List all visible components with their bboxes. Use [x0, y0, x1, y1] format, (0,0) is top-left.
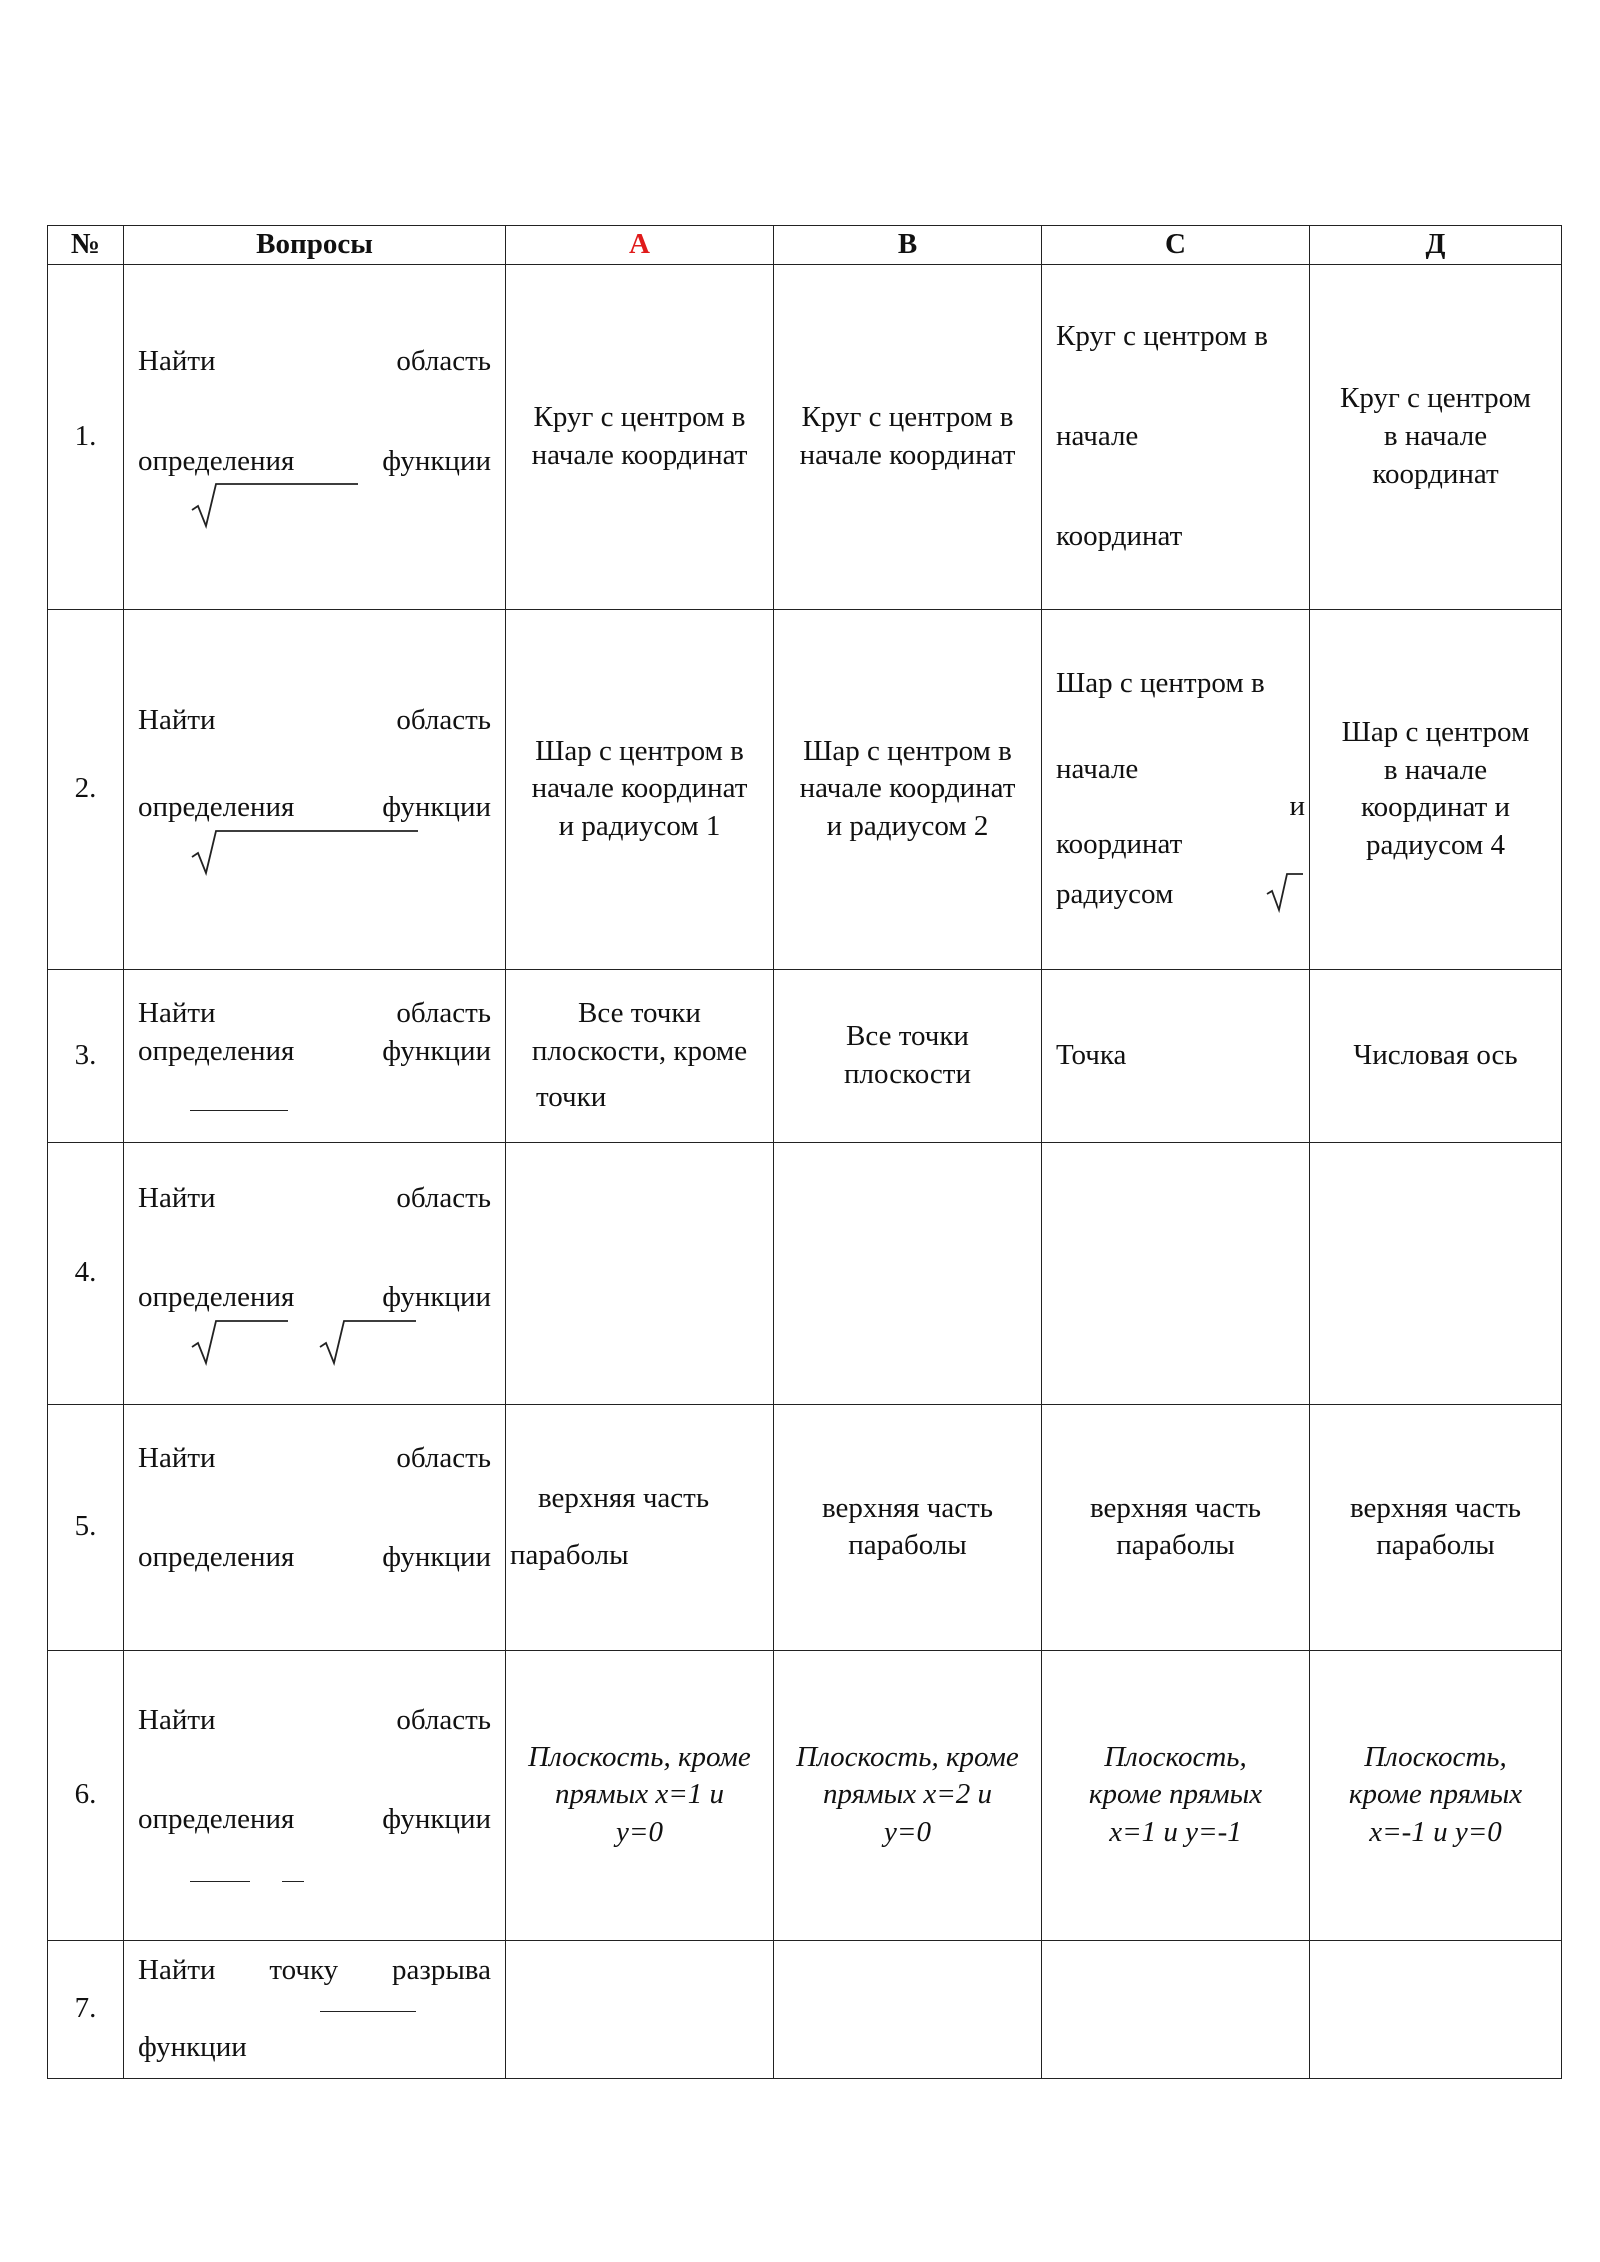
- answer-d: [1310, 1650, 1562, 1940]
- q-word: Найти: [138, 703, 216, 736]
- answer-line: параболы: [848, 1529, 967, 1562]
- answer-d: [1310, 1404, 1562, 1650]
- question-cell: [124, 969, 506, 1142]
- answer-a: [506, 264, 774, 609]
- answer-line: Круг с центром в: [533, 401, 746, 433]
- answer-line: x=-1 и y=0: [1369, 1816, 1502, 1849]
- answer-line: координат: [1056, 827, 1183, 860]
- question-cell: [124, 1940, 506, 2078]
- q-word: область: [396, 997, 491, 1029]
- answer-line: параболы: [1116, 1529, 1235, 1562]
- answer-line: x=1 и y=-1: [1109, 1816, 1242, 1849]
- quiz-table: [47, 225, 1562, 2079]
- q-word: определения: [138, 1541, 295, 1574]
- fraction-bar: [190, 1881, 250, 1882]
- q-word: функции: [382, 1541, 491, 1574]
- row-number: 1.: [48, 264, 124, 609]
- q-word: определения: [138, 444, 295, 477]
- formula-placeholder: [138, 480, 491, 530]
- answer-line: радиусом 4: [1365, 828, 1506, 861]
- sqrt-icon: [190, 827, 420, 877]
- answer-line: Плоскость, кроме: [796, 1740, 1019, 1773]
- header-num: №: [48, 226, 124, 265]
- q-word: область: [396, 1181, 491, 1214]
- answer-line: Плоскость,: [1364, 1740, 1507, 1773]
- answer-d: [1310, 1940, 1562, 2078]
- answer-a: [506, 969, 774, 1142]
- answer-c: [1042, 1650, 1310, 1940]
- answer-line: Круг с центром: [1340, 382, 1531, 415]
- answer-line: и: [1289, 790, 1305, 823]
- answer-a: [506, 1940, 774, 2078]
- q-word: Найти: [138, 997, 216, 1029]
- q-word: функции: [382, 791, 491, 824]
- answer-b: [774, 969, 1042, 1142]
- table-row: [48, 1940, 1562, 2078]
- answer-b: [774, 264, 1042, 609]
- answer-line: параболы: [1376, 1529, 1495, 1562]
- answer-line: y=0: [884, 1816, 931, 1849]
- formula-placeholder: [138, 1989, 491, 2029]
- fraction-bar: [282, 1881, 304, 1882]
- table-row: [48, 609, 1562, 969]
- row-number: 5.: [48, 1404, 124, 1650]
- answer-a: [506, 1404, 774, 1650]
- answer-line: Шар с центром в: [803, 734, 1012, 767]
- question-cell: [124, 1142, 506, 1404]
- answer-d: [1310, 969, 1562, 1142]
- answer-b: [774, 1650, 1042, 1940]
- answer-line: в начале: [1383, 419, 1488, 452]
- question-cell: [124, 264, 506, 609]
- sqrt-icon: [190, 1317, 290, 1367]
- formula-placeholder: [138, 827, 491, 877]
- answer-line: и радиусом 1: [558, 810, 721, 843]
- answer-b: [774, 1142, 1042, 1404]
- header-b: В: [774, 226, 1042, 265]
- formula-placeholder: [138, 1070, 491, 1116]
- fraction-bar: [190, 1110, 288, 1111]
- answer-line: координат: [1056, 519, 1183, 552]
- answer-line: верхняя часть: [538, 1481, 710, 1514]
- row-number: 7.: [48, 1940, 124, 2078]
- answer-b: [774, 609, 1042, 969]
- table-row: [48, 969, 1562, 1142]
- table-row: [48, 264, 1562, 609]
- answer-d: [1310, 264, 1562, 609]
- answer-line: Шар с центром: [1341, 715, 1530, 748]
- answer-line: радиусом: [1056, 877, 1174, 910]
- fraction-bar: [320, 2011, 416, 2012]
- answer-line: y=0: [616, 1816, 663, 1849]
- q-word: функции: [138, 2031, 247, 2064]
- q-word: область: [396, 345, 491, 377]
- answer-line: верхняя часть: [1349, 1491, 1522, 1524]
- q-word: точку: [269, 1953, 339, 1986]
- q-word: определения: [138, 791, 295, 824]
- row-number: 4.: [48, 1142, 124, 1404]
- answer-line: начале: [1056, 419, 1139, 452]
- answer-line: плоскости: [844, 1057, 971, 1090]
- answer-line: верхняя часть: [821, 1491, 994, 1524]
- answer-line: прямых x=1 и: [554, 1778, 725, 1811]
- q-word: Найти: [138, 1703, 216, 1736]
- header-a: А: [506, 226, 774, 265]
- answer-line: кроме прямых: [1088, 1778, 1263, 1811]
- header-d: Д: [1310, 226, 1562, 265]
- answer-line: Круг с центром в: [801, 401, 1014, 433]
- answer-line: и радиусом 2: [826, 810, 989, 843]
- answer-line: параболы: [510, 1539, 629, 1572]
- answer-line: координат: [1372, 457, 1499, 490]
- q-word: определения: [138, 1034, 295, 1067]
- answer-line: верхняя часть: [1089, 1491, 1262, 1524]
- sqrt-icon: [1265, 870, 1305, 914]
- answer-line: начале: [1056, 752, 1139, 785]
- answer-line: Плоскость,: [1104, 1740, 1247, 1773]
- q-word: Найти: [138, 1181, 216, 1214]
- table-row: [48, 1404, 1562, 1650]
- q-word: область: [396, 703, 491, 736]
- question-cell: [124, 1650, 506, 1940]
- answer-line: точки: [536, 1080, 607, 1113]
- answer-c: [1042, 969, 1310, 1142]
- q-word: Найти: [138, 1441, 216, 1474]
- formula-placeholder: [138, 1317, 491, 1367]
- answer-c: [1042, 1142, 1310, 1404]
- q-word: определения: [138, 1281, 295, 1314]
- answer-a: [506, 609, 774, 969]
- answer-line: Точка: [1056, 1038, 1127, 1071]
- q-word: разрыва: [392, 1953, 491, 1986]
- q-word: Найти: [138, 345, 216, 377]
- answer-line: прямых x=2 и: [822, 1778, 993, 1811]
- header-row: [48, 226, 1562, 265]
- q-word: функции: [382, 1281, 491, 1314]
- answer-line: начале координат: [799, 772, 1016, 805]
- answer-line: начале координат: [799, 438, 1016, 471]
- q-word: функции: [382, 444, 491, 477]
- answer-c: [1042, 1404, 1310, 1650]
- question-cell: [124, 1404, 506, 1650]
- answer-line: координат и: [1360, 791, 1511, 824]
- answer-a: [506, 1650, 774, 1940]
- header-c: С: [1042, 226, 1310, 265]
- sqrt-icon: [318, 1317, 418, 1367]
- answer-line: начале координат: [531, 772, 748, 805]
- row-number: 2.: [48, 609, 124, 969]
- answer-line: Все точки: [846, 1020, 969, 1052]
- question-cell: [124, 609, 506, 969]
- answer-line: плоскости, кроме: [531, 1034, 748, 1067]
- header-questions: Вопросы: [124, 226, 506, 265]
- answer-c: [1042, 264, 1310, 609]
- answer-line: Шар с центром в: [535, 734, 744, 767]
- answer-line: кроме прямых: [1348, 1778, 1523, 1811]
- answer-b: [774, 1404, 1042, 1650]
- q-word: функции: [382, 1034, 491, 1067]
- table-row: [48, 1650, 1562, 1940]
- q-word: определения: [138, 1803, 295, 1836]
- formula-placeholder: [138, 1839, 491, 1889]
- q-word: область: [396, 1441, 491, 1474]
- answer-d: [1310, 1142, 1562, 1404]
- answer-line: Числовая ось: [1353, 1038, 1518, 1071]
- answer-line: Все точки: [578, 997, 701, 1030]
- answer-d: [1310, 609, 1562, 969]
- row-number: 3.: [48, 969, 124, 1142]
- q-word: Найти: [138, 1953, 216, 1986]
- row-number: 6.: [48, 1650, 124, 1940]
- answer-b: [774, 1940, 1042, 2078]
- answer-line: в начале: [1383, 753, 1488, 786]
- answer-c: [1042, 609, 1310, 969]
- answer-a: [506, 1142, 774, 1404]
- answer-c: [1042, 1940, 1310, 2078]
- answer-line: Плоскость, кроме: [528, 1740, 751, 1773]
- answer-line: Круг с центром в: [1056, 320, 1268, 353]
- q-word: область: [396, 1703, 491, 1736]
- table-row: [48, 1142, 1562, 1404]
- sqrt-icon: [190, 480, 360, 530]
- q-word: функции: [382, 1803, 491, 1836]
- answer-line: Шар с центром в: [1056, 666, 1265, 699]
- answer-line: начале координат: [531, 438, 748, 471]
